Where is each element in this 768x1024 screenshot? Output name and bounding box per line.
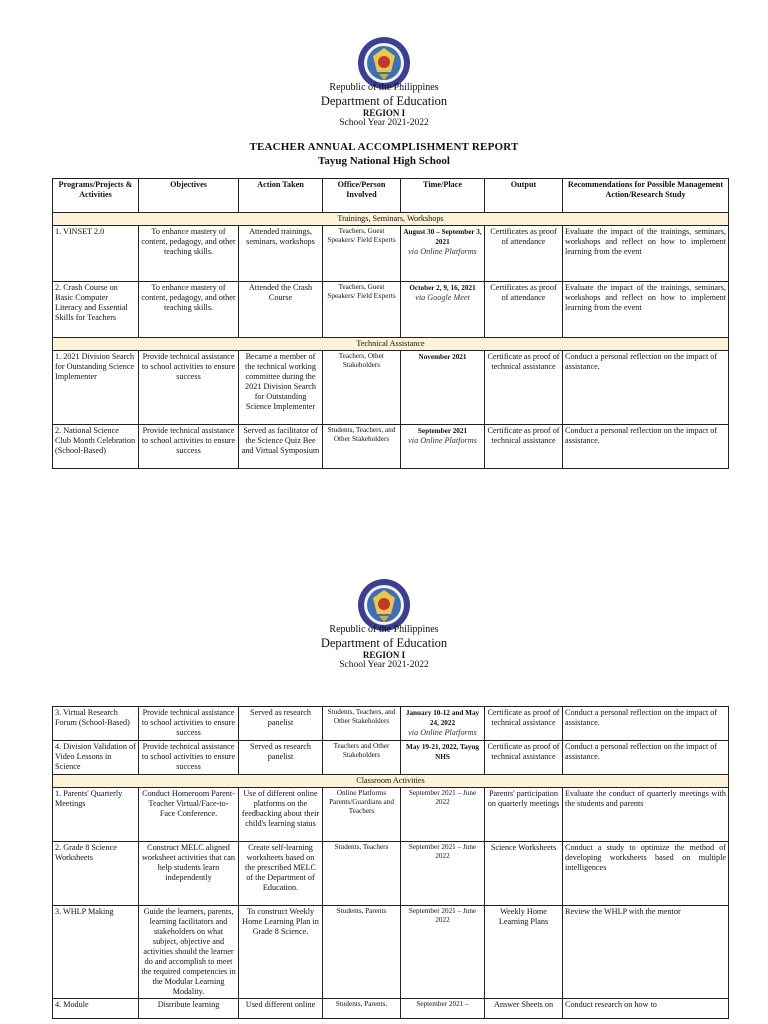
cell-action: Use of different online platforms on the feedbacking about their child's learning status [239, 788, 323, 842]
school-year-label: School Year 2021-2022 [339, 118, 429, 129]
cell-recommendation: Conduct a personal reflection on the impact of assistance. [563, 707, 729, 741]
cell-office: Students, Parents [323, 906, 401, 999]
cell-program: 2. National Science Club Month Celebration (School-Based) [53, 425, 139, 469]
cell-objective: Conduct Homeroom Parent-Teacher Virtual/Face-to-Face Conference. [139, 788, 239, 842]
cell-output: Certificates as proof of attendance [485, 282, 563, 338]
cell-time [401, 425, 485, 469]
section-label: Technical Assistance [53, 338, 729, 351]
cell-recommendation: Evaluate the conduct of quarterly meetings with the students and parents [563, 788, 729, 842]
time-value: September 2021 [417, 427, 468, 435]
cell-action: Used different online [239, 999, 323, 1019]
cell-output: Science Worksheets [485, 842, 563, 906]
col-action: Action Taken [239, 179, 323, 213]
cell-program: 2. Grade 8 Science Worksheets [53, 842, 139, 906]
cell-action: Attended trainings, seminars, workshops [239, 226, 323, 282]
cell-recommendation: Evaluate the impact of the trainings, seminars, workshops and reflect on how to implement learning from the event [563, 282, 729, 338]
cell-recommendation: Conduct research on how to [563, 999, 729, 1019]
col-objectives: Objectives [139, 179, 239, 213]
time-value: May 19-21, 2022, Tayug NHS [406, 743, 479, 761]
time-via: via Online Platforms [408, 247, 477, 256]
cell-objective: Distribute learning [139, 999, 239, 1019]
cell-output: Certificate as proof of technical assistance [485, 741, 563, 775]
table-row [53, 788, 729, 842]
page1-header [0, 82, 768, 129]
section-row-classroom [53, 775, 729, 788]
col-office: Office/Person Involved [323, 179, 401, 213]
cell-office: Students, Teachers, and Other Stakeholders [323, 707, 401, 741]
cell-output: Certificates as proof of attendance [485, 226, 563, 282]
col-recommendations: Recommendations for Possible Management Action/Research Study [563, 179, 729, 213]
cell-action: Served as research panelist [239, 707, 323, 741]
cell-action: Became a member of the technical working committee during the 2021 Division Search for Outstanding Science Implementer [239, 351, 323, 425]
cell-time: September 2021 – June 2022 [401, 842, 485, 906]
cell-program: 1. Parents' Quarterly Meetings [53, 788, 139, 842]
table-row [53, 351, 729, 425]
cell-office: Students, Teachers [323, 842, 401, 906]
cell-output: Answer Sheets on [485, 999, 563, 1019]
cell-time [401, 282, 485, 338]
cell-program: 4. Module [53, 999, 139, 1019]
republic-label: Republic of the Philippines [329, 624, 439, 635]
cell-time [401, 351, 485, 425]
cell-output: Parents' participation on quarterly meetings [485, 788, 563, 842]
time-value: August 30 – September 3, 2021 [403, 228, 482, 246]
col-programs: Programs/Projects & Activities [53, 179, 139, 213]
department-label: Department of Education [320, 635, 448, 650]
cell-objective: Provide technical assistance to school activities to ensure success [139, 741, 239, 775]
time-value: October 2, 9, 16, 2021 [409, 284, 476, 292]
cell-office: Students, Parents, [323, 999, 401, 1019]
cell-output: Certificate as proof of technical assistance [485, 425, 563, 469]
accomplishment-table-page2 [52, 706, 729, 1019]
cell-program: 1. VINSET 2.0 [53, 226, 139, 282]
cell-action: Create self-learning worksheets based on the prescribed MELC of the Department of Education. [239, 842, 323, 906]
cell-recommendation: Conduct a personal reflection on the impact of assistance. [563, 425, 729, 469]
section-label: Classroom Activities [53, 775, 729, 788]
cell-recommendation: Evaluate the impact of the trainings, seminars, workshops and reflect on how to implement learning from the event [563, 226, 729, 282]
cell-office: Teachers, Guest Speakers/ Field Experts [323, 226, 401, 282]
table-row [53, 226, 729, 282]
school-year-label: School Year 2021-2022 [339, 660, 429, 671]
cell-action: To construct Weekly Home Learning Plan in Grade 8 Science. [239, 906, 323, 999]
page2-header [0, 624, 768, 671]
cell-recommendation: Review the WHLP with the mentor [563, 906, 729, 999]
cell-time [401, 707, 485, 741]
cell-action: Served as research panelist [239, 741, 323, 775]
region-label: REGION I [362, 107, 406, 118]
table-row [53, 842, 729, 906]
cell-program: 3. Virtual Research Forum (School-Based) [53, 707, 139, 741]
cell-office: Online Platforms Parents/Guardians and Teachers [323, 788, 401, 842]
table-row [53, 707, 729, 741]
cell-objective: Construct MELC aligned worksheet activities that can help students learn independently [139, 842, 239, 906]
time-via: via Google Meet [415, 293, 470, 302]
cell-action: Attended the Crash Course [239, 282, 323, 338]
time-value: November 2021 [418, 353, 467, 361]
report-title: TEACHER ANNUAL ACCOMPLISHMENT REPORT [249, 141, 519, 153]
section-row-technical [53, 338, 729, 351]
col-output: Output [485, 179, 563, 213]
cell-objective: Provide technical assistance to school activities to ensure success [139, 707, 239, 741]
report-title-block [0, 141, 768, 169]
cell-program: 2. Crash Course on Basic Computer Literacy and Essential Skills for Teachers [53, 282, 139, 338]
school-name: Tayug National High School [318, 154, 450, 167]
cell-objective: To enhance mastery of content, pedagogy, and other teaching skills. [139, 282, 239, 338]
cell-objective: Provide technical assistance to school activities to ensure success [139, 425, 239, 469]
cell-time [401, 226, 485, 282]
table-row [53, 741, 729, 775]
cell-time: September 2021 – June 2022 [401, 906, 485, 999]
cell-time [401, 741, 485, 775]
cell-time: September 2021 – June 2022 [401, 788, 485, 842]
cell-recommendation: Conduct a study to optimize the method of developing worksheets based on multiple intelligences [563, 842, 729, 906]
region-label: REGION I [362, 649, 406, 660]
cell-output: Weekly Home Learning Plans [485, 906, 563, 999]
table-row [53, 906, 729, 999]
department-label: Department of Education [320, 93, 448, 108]
cell-output: Certificate as proof of technical assistance [485, 351, 563, 425]
table-row [53, 999, 729, 1019]
cell-recommendation: Conduct a personal reflection on the impact of assistance. [563, 351, 729, 425]
table-header-row [53, 179, 729, 213]
cell-office: Teachers, Guest Speakers/ Field Experts [323, 282, 401, 338]
cell-action: Served as facilitator of the Science Quiz Bee and Virtual Symposium [239, 425, 323, 469]
section-row-trainings [53, 213, 729, 226]
cell-office: Students, Teachers, and Other Stakeholders [323, 425, 401, 469]
cell-objective: Provide technical assistance to school activities to ensure success [139, 351, 239, 425]
table-row [53, 425, 729, 469]
cell-office: Teachers and Other Stakeholders [323, 741, 401, 775]
cell-program: 4. Division Validation of Video Lessons in Science [53, 741, 139, 775]
col-time: Time/Place [401, 179, 485, 213]
cell-time: September 2021 – [401, 999, 485, 1019]
table-row [53, 282, 729, 338]
cell-office: Teachers, Other Stakeholders [323, 351, 401, 425]
time-via: via Online Platforms [408, 728, 477, 737]
cell-objective: To enhance mastery of content, pedagogy, and other teaching skills. [139, 226, 239, 282]
time-via: via Online Platforms [408, 436, 477, 445]
cell-objective: Guide the learners, parents, learning facilitators and stakeholders on what subject, objective and activities should the learner do and accomplish to meet the required competencies in the Modular Learning Modality. [139, 906, 239, 999]
accomplishment-table-page1 [52, 178, 729, 469]
cell-recommendation: Conduct a personal reflection on the impact of assistance. [563, 741, 729, 775]
cell-output: Certificate as proof of technical assistance [485, 707, 563, 741]
section-label: Trainings, Seminars, Workshops [53, 213, 729, 226]
cell-program: 3. WHLP Making [53, 906, 139, 999]
time-value: January 10-12 and May 24, 2022 [405, 709, 480, 727]
republic-label: Republic of the Philippines [329, 82, 439, 93]
cell-program: 1. 2021 Division Search for Outstanding Science Implementer [53, 351, 139, 425]
